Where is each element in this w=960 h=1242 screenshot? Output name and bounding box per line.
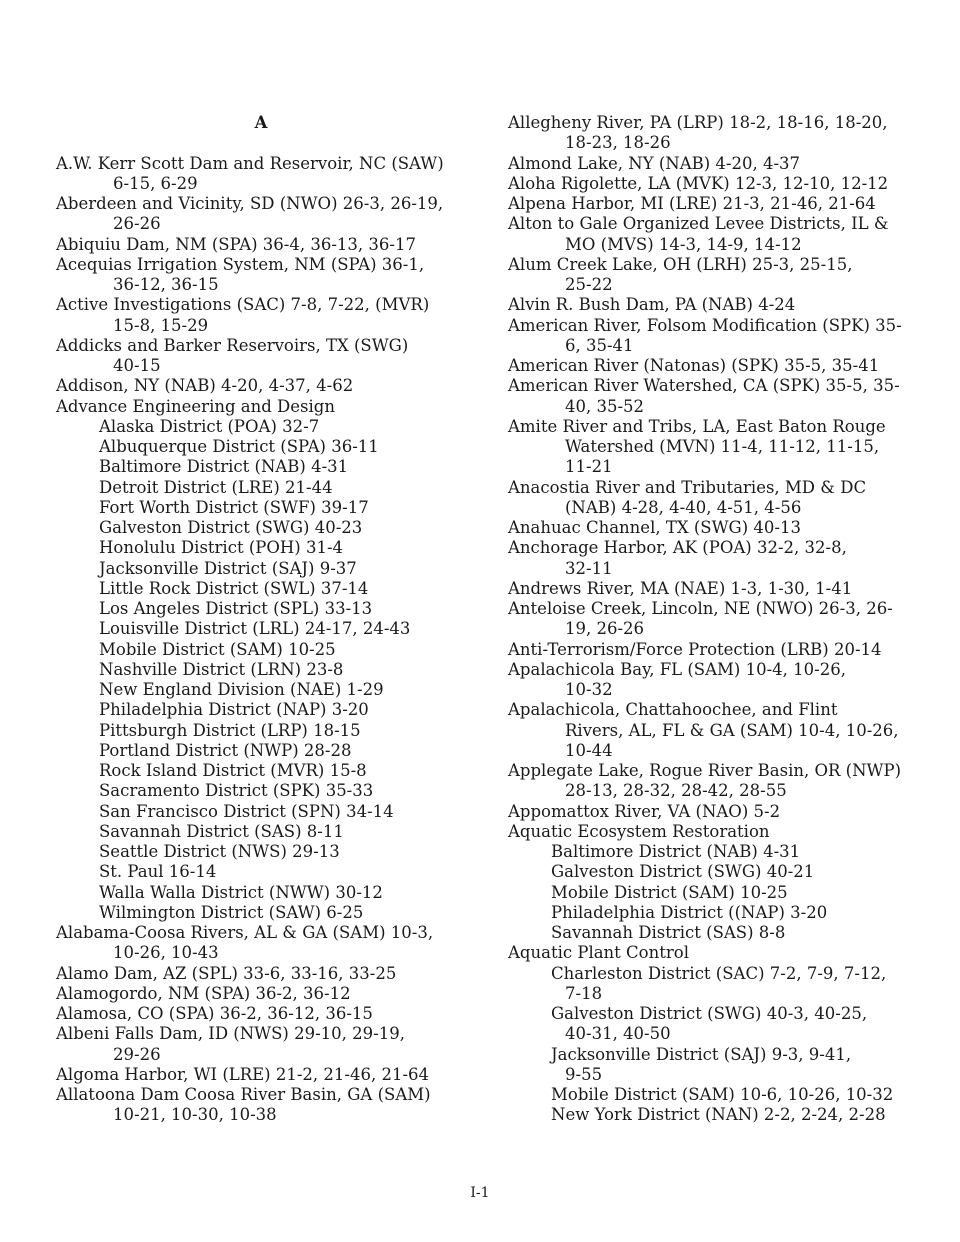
index-entry-line: Alabama-Coosa Rivers, AL & GA (SAM) 10-3, (56, 923, 434, 942)
index-entry-line: 10-21, 10-30, 10-38 (113, 1105, 277, 1125)
index-entry-line: Rock Island District (MVR) 15-8 (99, 761, 367, 780)
index-entry-line: 32-11 (565, 558, 613, 578)
index-entry-line: Albeni Falls Dam, ID (NWS) 29-10, 29-19, (56, 1024, 405, 1044)
index-entry-line: 15-8, 15-29 (113, 315, 209, 335)
index-entry-line: 40-15 (113, 356, 161, 375)
index-entry-line: Anacostia River and Tributaries, MD & DC (508, 477, 867, 497)
index-entry-line: Little Rock District (SWL) 37-14 (99, 578, 369, 598)
index-entry-line: (NAB) 4-28, 4-40, 4-51, 4-56 (565, 497, 802, 517)
index-entry-line: Alamosa, CO (SPA) 36-2, 36-12, 36-15 (56, 1004, 373, 1023)
index-entry-line: Savannah District (SAS) 8-8 (551, 923, 786, 942)
index-entry-line: Alvin R. Bush Dam, PA (NAB) 4-24 (508, 295, 796, 315)
index-entry-line: Fort Worth District (SWF) 39-17 (99, 497, 369, 517)
index-entry-line: Allatoona Dam Coosa River Basin, GA (SAM) (56, 1085, 431, 1104)
index-entry-line: New England Division (NAE) 1-29 (99, 680, 384, 699)
index-entry-line: Alamogordo, NM (SPA) 36-2, 36-12 (56, 983, 351, 1003)
index-entry-line: Detroit District (LRE) 21-44 (99, 477, 333, 497)
index-entry-line: Aquatic Ecosystem Restoration (508, 821, 770, 841)
index-entry-line: 28-13, 28-32, 28-42, 28-55 (565, 781, 787, 801)
index-entry-line: Mobile District (SAM) 10-25 (551, 882, 788, 902)
index-entry-line: Philadelphia District ((NAP) 3-20 (551, 902, 828, 922)
index-entry-line: Addicks and Barker Reservoirs, TX (SWG) (56, 335, 409, 355)
index-entry-line: Aberdeen and Vicinity, SD (NWO) 26-3, 26-19, (56, 194, 444, 213)
index-entry-line: Alaska District (POA) 32-7 (99, 416, 320, 436)
index-entry-line: Addison, NY (NAB) 4-20, 4-37, 4-62 (56, 376, 354, 396)
index-entries-left (56, 154, 466, 1126)
index-entry-line: Algoma Harbor, WI (LRE) 21-2, 21-46, 21-64 (56, 1064, 430, 1084)
index-entry-line: Pittsburgh District (LRP) 18-15 (99, 720, 361, 740)
section-letter-heading: A (254, 113, 268, 132)
index-column-right (508, 113, 913, 1126)
index-entry-line: Allegheny River, PA (LRP) 18-2, 18-16, 18-20, (508, 113, 888, 132)
index-entry-line: American River, Folsom Modification (SPK) 35- (508, 315, 902, 335)
index-entry-line: 10-44 (565, 740, 613, 760)
index-entry-line: American River Watershed, CA (SPK) 35-5, 35- (508, 376, 900, 396)
index-entry-line: Applegate Lake, Rogue River Basin, OR (NWP) (508, 761, 902, 780)
index-entry-line: Alpena Harbor, MI (LRE) 21-3, 21-46, 21-64 (508, 194, 876, 213)
index-entry-line: Baltimore District (NAB) 4-31 (99, 457, 349, 477)
index-entry-line: Anti-Terrorism/Force Protection (LRB) 20-14 (508, 639, 882, 659)
index-entry-line: Philadelphia District (NAP) 3-20 (99, 700, 369, 720)
index-entry-line: Anteloise Creek, Lincoln, NE (NWO) 26-3, 26- (508, 599, 893, 618)
index-entry-line: 9-55 (565, 1064, 603, 1084)
index-entry-line: Honolulu District (POH) 31-4 (99, 538, 344, 558)
index-entry-line: Anchorage Harbor, AK (POA) 32-2, 32-8, (508, 538, 847, 558)
index-entry-line: Appomattox River, VA (NAO) 5-2 (508, 801, 781, 821)
index-entry-line: Los Angeles District (SPL) 33-13 (99, 599, 373, 618)
index-entry-line: 10-26, 10-43 (113, 943, 219, 963)
page-number: I-1 (470, 1185, 490, 1201)
index-entry-line: 40, 35-52 (565, 396, 645, 416)
index-entry-line: Galveston District (SWG) 40-3, 40-25, (551, 1004, 868, 1023)
index-entry-line: San Francisco District (SPN) 34-14 (99, 801, 394, 821)
index-entry-line: Watershed (MVN) 11-4, 11-12, 11-15, (565, 437, 880, 456)
index-entry-line: Jacksonville District (SAJ) 9-3, 9-41, (551, 1044, 852, 1064)
index-entry-line: New York District (NAN) 2-2, 2-24, 2-28 (551, 1105, 886, 1125)
index-entry-line: Anahuac Channel, TX (SWG) 40-13 (508, 518, 801, 537)
index-entry-line: Galveston District (SWG) 40-21 (551, 862, 815, 882)
index-entry-line: 25-22 (565, 275, 613, 294)
index-entry-line: Almond Lake, NY (NAB) 4-20, 4-37 (508, 153, 801, 173)
index-entry-line: Nashville District (LRN) 23-8 (99, 659, 344, 679)
index-entry-line: 10-32 (565, 680, 613, 699)
index-entry-line: Mobile District (SAM) 10-6, 10-26, 10-32 (551, 1085, 894, 1104)
index-entry-line: American River (Natonas) (SPK) 35-5, 35-41 (508, 356, 880, 375)
index-entry-line: Alamo Dam, AZ (SPL) 33-6, 33-16, 33-25 (56, 963, 397, 983)
index-entry-line: Rivers, AL, FL & GA (SAM) 10-4, 10-26, (565, 720, 899, 740)
index-entry-line: Charleston District (SAC) 7-2, 7-9, 7-12, (551, 963, 887, 983)
index-entry-line: Jacksonville District (SAJ) 9-37 (99, 558, 357, 578)
index-entry-line: Walla Walla District (NWW) 30-12 (99, 882, 383, 902)
index-entry-line: Abiquiu Dam, NM (SPA) 36-4, 36-13, 36-17 (56, 234, 416, 254)
index-entry-line: Savannah District (SAS) 8-11 (99, 821, 344, 841)
index-entry-line: Baltimore District (NAB) 4-31 (551, 842, 801, 861)
index-entry-line: Louisville District (LRL) 24-17, 24-43 (99, 619, 411, 639)
index-entry-line: MO (MVS) 14-3, 14-9, 14-12 (565, 234, 802, 254)
index-entry-line: Galveston District (SWG) 40-23 (99, 518, 363, 537)
index-entry-line: 7-18 (565, 983, 603, 1003)
index-entry-line: 19, 26-26 (565, 619, 645, 639)
index-entry-line: 18-23, 18-26 (565, 133, 671, 153)
index-entry-line: Wilmington District (SAW) 6-25 (99, 902, 364, 922)
index-entry-line: 6, 35-41 (565, 335, 634, 355)
index-column-left (56, 113, 466, 1126)
index-entry-line: Portland District (NWP) 28-28 (99, 740, 352, 760)
index-entry-line: A.W. Kerr Scott Dam and Reservoir, NC (SAW) (56, 153, 444, 173)
index-entry-line: Alum Creek Lake, OH (LRH) 25-3, 25-15, (508, 254, 853, 274)
index-entry-line: Apalachicola Bay, FL (SAM) 10-4, 10-26, (508, 659, 846, 679)
index-entry-line: Apalachicola, Chattahoochee, and Flint (508, 700, 838, 720)
index-entries-right (508, 113, 913, 1126)
index-entry-line: 36-12, 36-15 (113, 275, 219, 294)
index-entry-line: Aloha Rigolette, LA (MVK) 12-3, 12-10, 12-12 (508, 173, 889, 193)
index-entry-line: Aquatic Plant Control (508, 943, 689, 963)
index-entry-line: Advance Engineering and Design (56, 396, 335, 416)
index-entry-line: 11-21 (565, 457, 613, 477)
index-entry-line: Alton to Gale Organized Levee Districts, IL & (508, 214, 889, 234)
index-entry-line: Andrews River, MA (NAE) 1-3, 1-30, 1-41 (508, 578, 853, 598)
index-entry-line: Acequias Irrigation System, NM (SPA) 36-1, (56, 254, 425, 274)
index-entry-line: Seattle District (NWS) 29-13 (99, 842, 340, 861)
index-entry-line: Mobile District (SAM) 10-25 (99, 639, 336, 659)
index-entry-line: Amite River and Tribs, LA, East Baton Rouge (508, 416, 886, 436)
index-entry-line: St. Paul 16-14 (99, 862, 217, 882)
index-entry-line: 40-31, 40-50 (565, 1024, 671, 1044)
index-entry-line: 26-26 (113, 214, 161, 234)
index-entry-line: Active Investigations (SAC) 7-8, 7-22, (MVR) (56, 295, 430, 315)
index-entry-line: Sacramento District (SPK) 35-33 (99, 781, 374, 801)
index-entry-line: 29-26 (113, 1044, 161, 1064)
index-entry-line: Albuquerque District (SPA) 36-11 (99, 437, 379, 456)
index-entry-line: 6-15, 6-29 (113, 173, 198, 193)
